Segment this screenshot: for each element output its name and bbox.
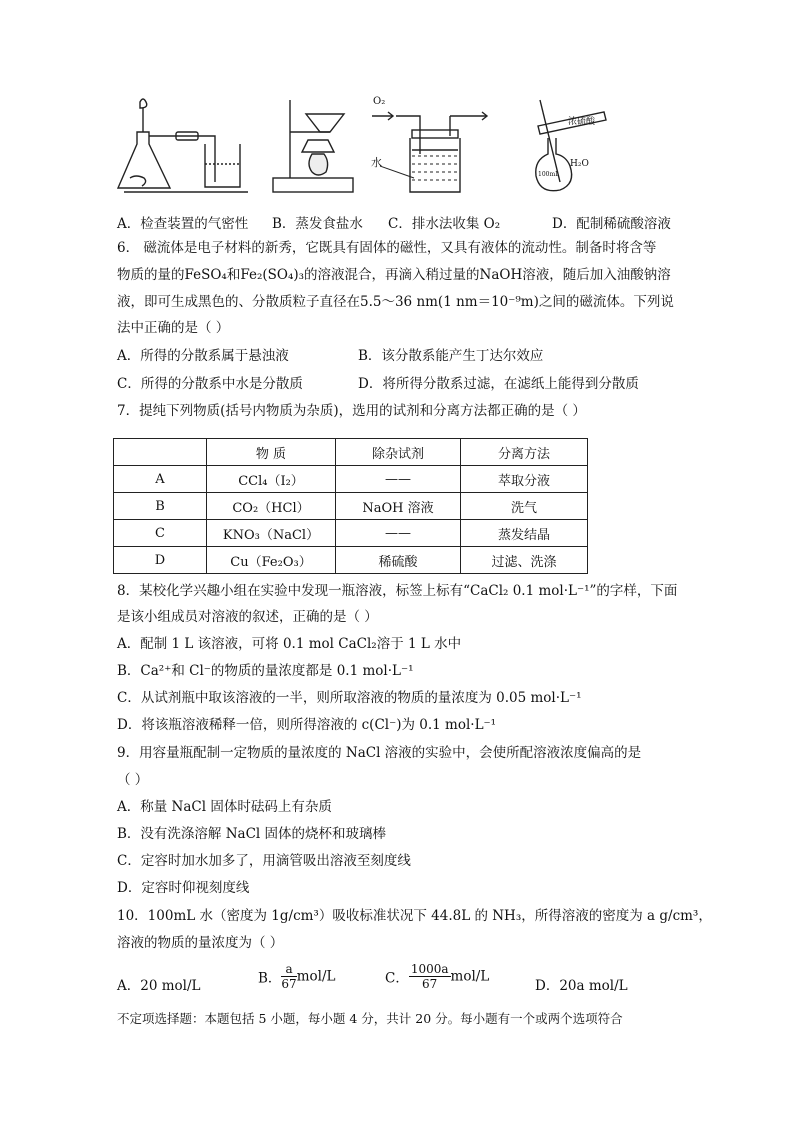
q8-option-d: D．将该瓶溶液稀释一倍，则所得溶液的 c(Cl⁻)为 0.1 mol·L⁻¹ xyxy=(117,717,497,733)
table-header: 物 质 xyxy=(207,439,336,466)
table-row xyxy=(114,547,588,574)
q10-option-c-fraction xyxy=(409,962,451,991)
table-cell: B xyxy=(114,493,207,520)
table-cell: 过滤、洗涤 xyxy=(461,547,588,574)
q10-option-c-unit: mol/L xyxy=(450,968,490,985)
q8-stem-line2: 是该小组成员对溶液的叙述，正确的是（ ） xyxy=(117,609,378,625)
q10-option-b xyxy=(258,962,335,991)
table-cell: 蒸发结晶 xyxy=(461,520,588,547)
flask-volume: 100mL xyxy=(538,171,560,178)
q7-stem: 7．提纯下列物质(括号内物质为杂质)，选用的试剂和分离方法都正确的是（ ） xyxy=(117,403,586,419)
q10-option-b-prefix: B． xyxy=(258,970,282,987)
figure-b-evaporation xyxy=(273,100,353,192)
q9-stem-line1: 9．用容量瓶配制一定物质的量浓度的 NaCl 溶液的实验中，会使所配溶液浓度偏高的是 xyxy=(117,745,642,761)
q6-stem-line4: 法中正确的是（ ） xyxy=(117,320,230,336)
q6-option-a: A．所得的分散系属于悬浊液 xyxy=(117,348,289,364)
table-row xyxy=(114,466,588,493)
figure-d-dilution xyxy=(536,100,606,191)
q9-option-a: A．称量 NaCl 固体时砝码上有杂质 xyxy=(117,799,332,815)
table-cell: C xyxy=(114,520,207,547)
q8-option-c: C．从试剂瓶中取该溶液的一半，则所取溶液的物质的量浓度为 0.05 mol·L⁻¹ xyxy=(117,690,582,706)
q6-option-c: C．所得的分散系中水是分散质 xyxy=(117,376,303,392)
q10-option-b-unit: mol/L xyxy=(296,968,336,985)
q10-stem-line2: 溶液的物质的量浓度为（ ） xyxy=(117,935,284,951)
table-header: 除杂试剂 xyxy=(336,439,461,466)
table-header-row xyxy=(114,439,588,466)
table-cell: A xyxy=(114,466,207,493)
table-cell: 洗气 xyxy=(461,493,588,520)
fraction-denominator: 67 xyxy=(422,977,438,991)
table-row xyxy=(114,520,588,547)
q6-stem-line1: 6． 磁流体是电子材料的新秀，它既具有固体的磁性，又具有液体的流动性。制备时将含等 xyxy=(117,240,657,256)
q5-option-d: D．配制稀硫酸溶液 xyxy=(552,216,671,232)
q6-stem-line2: 物质的量的FeSO₄和Fe₂(SO₄)₃的溶液混合，再滴入稍过量的NaOH溶液，随后加入油酸钠溶 xyxy=(117,267,671,283)
q8-stem-line1: 8．某校化学兴趣小组在实验中发现一瓶溶液，标签上标有“CaCl₂ 0.1 mol·L⁻¹”的字样，下面 xyxy=(117,583,678,599)
q5-option-c: C．排水法收集 O₂ xyxy=(388,216,501,232)
q9-stem-line2: （ ） xyxy=(117,772,149,788)
apparatus-figures xyxy=(0,92,794,202)
table-header: 分离方法 xyxy=(461,439,588,466)
q9-option-d: D．定容时仰视刻度线 xyxy=(117,880,250,896)
table-row xyxy=(114,493,588,520)
q7-table xyxy=(113,438,588,574)
table-cell: CCl₄（I₂） xyxy=(207,466,336,493)
table-cell: CO₂（HCl） xyxy=(207,493,336,520)
q5-option-a: A．检查装置的气密性 xyxy=(117,216,249,232)
table-header xyxy=(114,439,207,466)
fraction-numerator: a xyxy=(281,962,296,977)
table-cell: KNO₃（NaCl） xyxy=(207,520,336,547)
q10-option-c-prefix: C． xyxy=(385,970,409,987)
q10-option-d: D．20a mol/L xyxy=(535,978,628,994)
acid-label: 浓硫酸 xyxy=(568,117,596,127)
section-instruction: 不定项选择题：本题包括 5 小题，每小题 4 分，共计 20 分。每小题有一个或两个选项符合 xyxy=(117,1011,623,1026)
figure-c-water-displacement xyxy=(371,96,487,192)
fraction-denominator: 67 xyxy=(281,977,297,991)
q6-option-d: D．将所得分散系过滤，在滤纸上能得到分散质 xyxy=(358,376,639,392)
water-label: 水 xyxy=(371,156,382,169)
table-cell: —— xyxy=(336,466,461,493)
table-cell: —— xyxy=(336,520,461,547)
q5-option-b: B．蒸发食盐水 xyxy=(272,216,363,232)
o2-label: O₂ xyxy=(373,96,386,107)
water-formula: H₂O xyxy=(570,159,589,169)
figure-a-airtightness xyxy=(118,99,248,192)
q10-stem-line1: 10．100mL 水（密度为 1g/cm³）吸收标准状况下 44.8L 的 NH₃，所得溶液的密度为 a g/cm³， xyxy=(117,908,712,924)
q10-option-b-fraction xyxy=(281,962,296,991)
table-cell: D xyxy=(114,547,207,574)
fraction-numerator: 1000a xyxy=(410,962,449,976)
q6-stem-line3: 液，即可生成黑色的、分散质粒子直径在5.5～36 nm(1 nm＝10⁻⁹m)之间的磁流体。下列说 xyxy=(117,294,674,310)
q10-option-a: A．20 mol/L xyxy=(117,978,201,994)
q9-option-b: B．没有洗涤溶解 NaCl 固体的烧杯和玻璃棒 xyxy=(117,826,387,842)
table-cell: 稀硫酸 xyxy=(336,547,461,574)
table-cell: NaOH 溶液 xyxy=(336,493,461,520)
table-cell: Cu（Fe₂O₃） xyxy=(207,547,336,574)
q10-option-c xyxy=(385,962,489,991)
q6-option-b: B．该分散系能产生丁达尔效应 xyxy=(358,348,544,364)
table-cell: 萃取分液 xyxy=(461,466,588,493)
q8-option-b: B．Ca²⁺和 Cl⁻的物质的量浓度都是 0.1 mol·L⁻¹ xyxy=(117,663,414,679)
q8-option-a: A．配制 1 L 该溶液，可将 0.1 mol CaCl₂溶于 1 L 水中 xyxy=(117,636,462,652)
q9-option-c: C．定容时加水加多了，用滴管吸出溶液至刻度线 xyxy=(117,853,411,869)
